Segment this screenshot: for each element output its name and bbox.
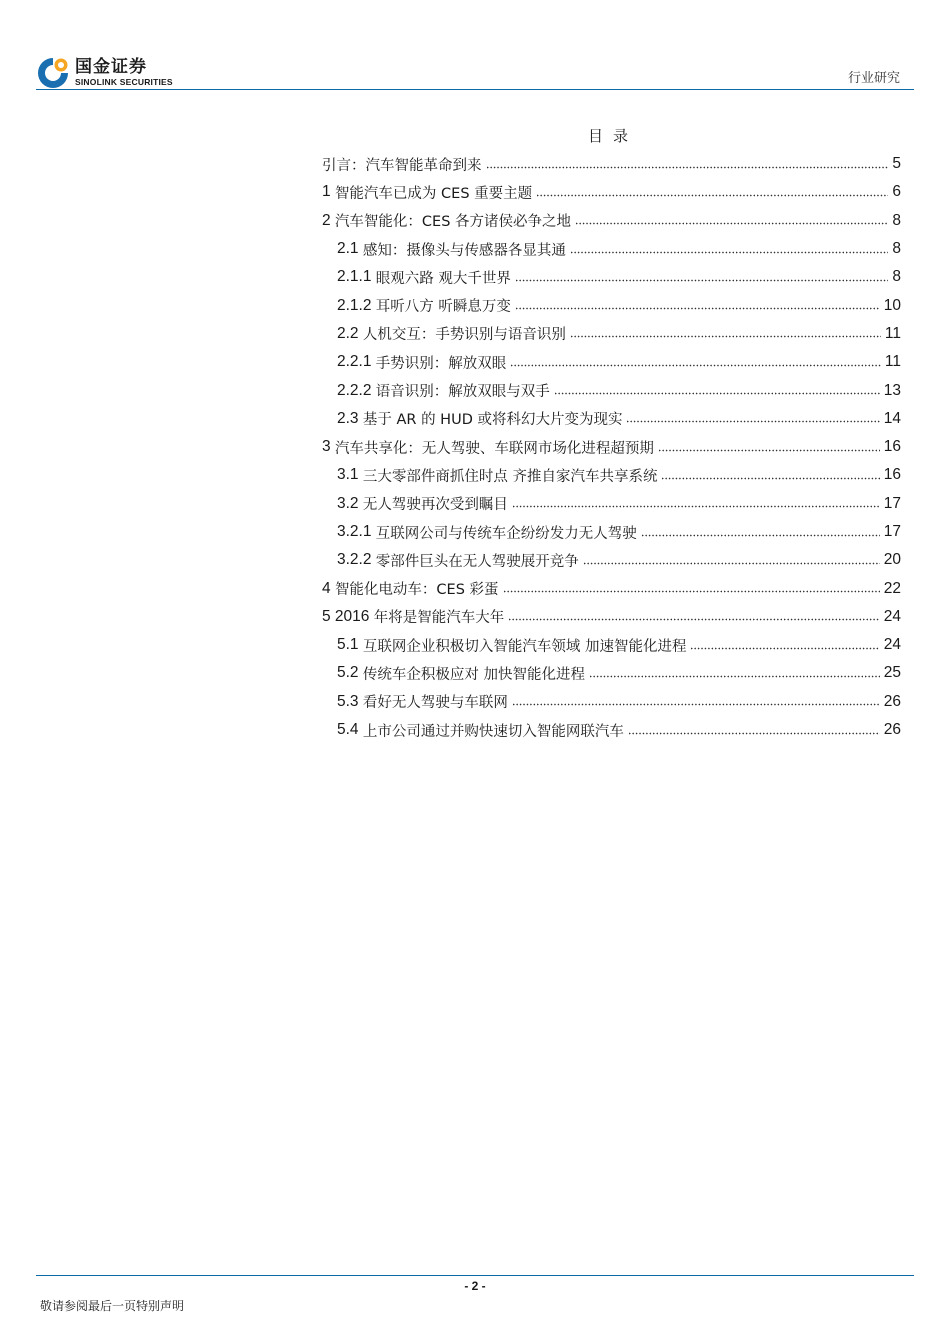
toc-entry[interactable] — [322, 659, 901, 687]
toc-entry-title: 年将是智能汽车大年 — [373, 610, 505, 627]
toc-entry-title: 上市公司通过并购快速切入智能网联汽车 — [362, 723, 624, 740]
toc-entry-page: 16 — [883, 438, 901, 456]
toc-entry-title: 三大零部件商抓住时点 齐推自家汽车共享系统 — [362, 468, 658, 485]
toc-entry-number: 2.1.2 — [337, 296, 376, 314]
toc-dot-leader — [512, 698, 880, 712]
toc-entry[interactable] — [322, 263, 901, 291]
toc-entry-page: 24 — [883, 607, 901, 625]
toc-title: 目录 — [587, 127, 638, 145]
footer-divider — [36, 1275, 914, 1276]
toc-entry[interactable] — [322, 150, 901, 178]
toc-dot-leader — [626, 415, 879, 429]
toc-entry-number: 5.4 — [337, 721, 363, 739]
toc-entry-page: 24 — [883, 636, 901, 654]
toc-entry-number: 2 — [322, 211, 335, 229]
toc-entry-title: 互联网公司与传统车企纷纷发力无人驾驶 — [375, 525, 637, 542]
toc-entry-title: 汽车共享化：无人驾驶、车联网市场化进程超预期 — [334, 440, 654, 457]
footer-disclaimer: 敬请参阅最后一页特别声明 — [40, 1299, 185, 1313]
toc-entry-number: 5.3 — [337, 692, 363, 710]
toc-entry-page: 26 — [883, 721, 901, 739]
toc-dot-leader — [690, 641, 879, 655]
toc-entry-page: 10 — [883, 296, 901, 314]
toc-entry-number: 2.2 — [337, 324, 363, 342]
toc-entry-number: 5 2016 — [322, 607, 374, 625]
header-divider — [36, 89, 914, 90]
toc-entry-number: 3.2.1 — [337, 523, 376, 540]
toc-entry-page: 8 — [892, 268, 901, 286]
toc-entry-number: 5.1 — [337, 636, 363, 654]
toc-entry-title: 感知：摄像头与传感器各显其通 — [362, 242, 566, 259]
toc-entry-title: 传统车企积极应对 加快智能化进程 — [362, 666, 585, 683]
toc-entry-page: 16 — [883, 466, 901, 484]
sinolink-logo-icon — [36, 54, 72, 90]
toc-entry-number: 2.1.1 — [337, 268, 376, 286]
toc-entry-page: 5 — [892, 155, 901, 173]
toc-dot-leader — [508, 613, 880, 627]
toc-entry-title: 智能汽车已成为 CES 重要主题 — [334, 185, 533, 202]
toc-entry-number: 1 — [322, 183, 335, 201]
toc-entry-number: 5.2 — [337, 664, 363, 682]
toc-dot-leader — [575, 217, 888, 231]
company-logo — [36, 52, 173, 92]
toc-entry-number: 4 — [322, 579, 335, 597]
toc-entry[interactable] — [322, 688, 901, 716]
toc-entry-title: 人机交互：手势识别与语音识别 — [362, 327, 566, 344]
toc-entry-title: 语音识别：解放双眼与双手 — [375, 384, 550, 401]
toc-entry-page: 25 — [883, 664, 901, 682]
toc-entry[interactable] — [322, 207, 901, 235]
toc-entry-number: 3.2 — [337, 494, 363, 512]
toc-entry-page: 22 — [883, 579, 901, 597]
toc-entry[interactable] — [322, 348, 901, 376]
toc-dot-leader — [512, 500, 880, 514]
toc-entry-number: 2.3 — [337, 409, 363, 427]
toc-entry-page: 17 — [883, 523, 901, 540]
toc-dot-leader — [661, 471, 879, 485]
toc-entry-page: 8 — [892, 211, 901, 229]
toc-entry-number: 2.2.1 — [337, 353, 376, 371]
toc-entry[interactable] — [322, 716, 901, 744]
toc-dot-leader — [510, 358, 881, 372]
toc-entry-page: 26 — [883, 692, 901, 710]
toc-dot-leader — [486, 160, 889, 174]
toc-entry[interactable] — [322, 433, 901, 461]
toc-entry-page: 13 — [883, 381, 901, 399]
toc-entry-title: 引言：汽车智能革命到来 — [322, 157, 482, 174]
report-category: 行业研究 — [847, 71, 900, 86]
toc-entry-title: 互联网企业积极切入智能汽车领域 加速智能化进程 — [362, 638, 687, 655]
toc-dot-leader — [641, 528, 880, 542]
toc-dot-leader — [570, 330, 881, 344]
toc-entry[interactable] — [322, 490, 901, 518]
toc-entry-title: 无人驾驶再次受到瞩目 — [362, 497, 508, 514]
toc-dot-leader — [515, 273, 888, 287]
table-of-contents — [322, 150, 901, 744]
toc-entry-title: 耳听八方 听瞬息万变 — [375, 299, 511, 316]
logo-english-name: SINOLINK SECURITIES — [75, 76, 173, 87]
toc-entry-number: 2.1 — [337, 240, 363, 258]
toc-entry[interactable] — [322, 376, 901, 404]
toc-dot-leader — [536, 188, 888, 202]
toc-dot-leader — [628, 726, 880, 740]
toc-entry[interactable] — [322, 603, 901, 631]
toc-entry-page: 14 — [883, 409, 901, 427]
toc-entry[interactable] — [322, 235, 901, 263]
toc-entry-title: 智能化电动车：CES 彩蛋 — [334, 582, 499, 599]
toc-entry-number: 3 — [322, 438, 335, 456]
toc-entry[interactable] — [322, 291, 901, 319]
logo-chinese-name: 国金证券 — [75, 56, 147, 77]
toc-entry[interactable] — [322, 631, 901, 659]
toc-entry[interactable] — [322, 461, 901, 489]
toc-entry-title: 手势识别：解放双眼 — [375, 355, 507, 372]
toc-entry-number: 3.2.2 — [337, 551, 376, 569]
toc-entry-page: 17 — [883, 494, 901, 512]
toc-entry-page: 11 — [884, 324, 901, 342]
toc-dot-leader — [503, 585, 880, 599]
toc-dot-leader — [554, 387, 880, 401]
toc-entry-title: 看好无人驾驶与车联网 — [362, 695, 508, 712]
toc-entry[interactable] — [322, 518, 901, 546]
toc-entry-page: 20 — [883, 551, 901, 569]
toc-entry[interactable] — [322, 178, 901, 206]
toc-entry[interactable] — [322, 405, 901, 433]
toc-entry-number: 3.1 — [337, 466, 363, 484]
toc-entry-title: 眼观六路 观大千世界 — [375, 270, 511, 287]
toc-entry-page: 6 — [892, 183, 901, 201]
toc-entry[interactable] — [322, 320, 901, 348]
toc-entry-page: 8 — [892, 240, 901, 258]
toc-dot-leader — [589, 669, 880, 683]
toc-dot-leader — [515, 302, 880, 316]
toc-entry-title: 零部件巨头在无人驾驶展开竞争 — [375, 553, 579, 570]
page-number: - 2 - — [464, 1279, 486, 1293]
toc-entry[interactable] — [322, 574, 901, 602]
toc-dot-leader — [570, 245, 889, 259]
toc-entry-title: 汽车智能化：CES 各方诸侯必争之地 — [334, 214, 572, 231]
toc-entry-number: 2.2.2 — [337, 381, 376, 399]
toc-dot-leader — [583, 556, 880, 570]
toc-entry-title: 基于 AR 的 HUD 或将科幻大片变为现实 — [362, 412, 623, 429]
toc-dot-leader — [658, 443, 880, 457]
toc-entry-page: 11 — [884, 353, 901, 371]
toc-entry[interactable] — [322, 546, 901, 574]
